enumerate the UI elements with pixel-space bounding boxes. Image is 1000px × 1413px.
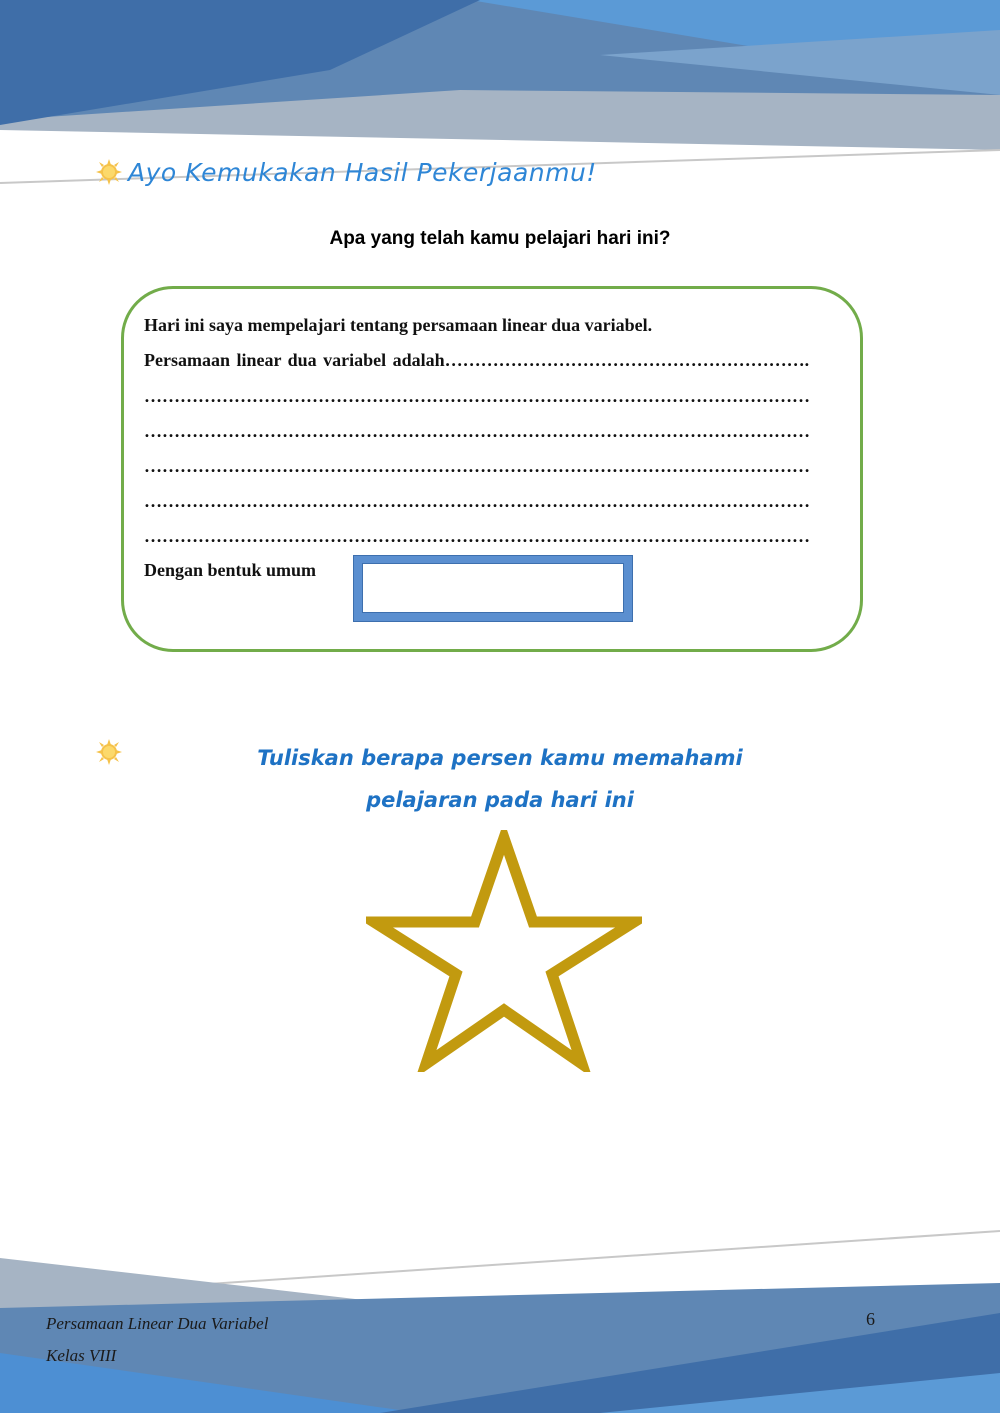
footer-title: Persamaan Linear Dua Variabel — [46, 1314, 269, 1333]
section-title: Ayo Kemukakan Hasil Pekerjaanmu! — [128, 157, 597, 187]
instruction-line-1: Tuliskan berapa persen kamu memahami — [257, 746, 743, 770]
instruction-line-2: pelajaran pada hari ini — [366, 788, 634, 812]
general-form-input-field[interactable] — [362, 563, 624, 613]
sun-icon — [94, 157, 124, 187]
general-form-label: Dengan bentuk umum — [144, 560, 317, 580]
definition-prompt-line[interactable]: Persamaan linear dua variabel adalah……………………………………………………. — [144, 350, 810, 370]
footer-decoration — [0, 1213, 1000, 1413]
answer-dotted-line[interactable]: ………………………………………………………………………………………………… — [144, 421, 810, 441]
answer-intro-line: Hari ini saya mempelajari tentang persamaan linear dua variabel. — [144, 315, 653, 335]
general-form-input[interactable] — [353, 555, 633, 622]
understanding-instruction — [0, 737, 1000, 821]
answer-dotted-line[interactable]: ………………………………………………………………………………………………… — [144, 491, 810, 511]
page-number: 6 — [866, 1309, 875, 1329]
answer-dotted-line[interactable]: ………………………………………………………………………………………………… — [144, 386, 810, 406]
footer-class: Kelas VIII — [46, 1346, 117, 1365]
section-heading — [94, 157, 597, 187]
star-outline-icon[interactable] — [366, 830, 642, 1072]
answer-dotted-line[interactable]: ………………………………………………………………………………………………… — [144, 456, 810, 476]
reflection-question: Apa yang telah kamu pelajari hari ini? — [329, 228, 671, 249]
answer-dotted-line[interactable]: ………………………………………………………………………………………………… — [144, 526, 810, 546]
